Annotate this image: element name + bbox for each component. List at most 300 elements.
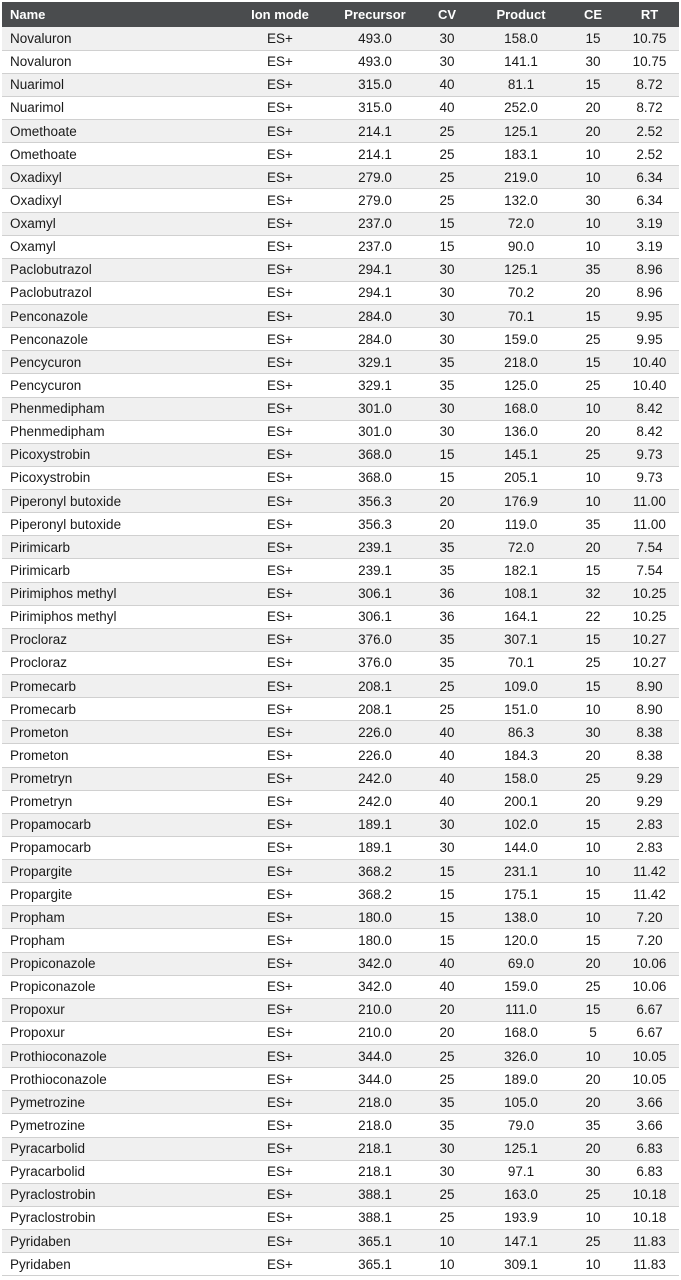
cell-product: 102.0 [476, 813, 566, 836]
cell-name: Nuarimol [2, 73, 228, 96]
cell-precursor: 180.0 [332, 929, 418, 952]
cell-ion-mode: ES+ [228, 975, 332, 998]
cell-product: 147.1 [476, 1230, 566, 1253]
cell-rt: 8.42 [620, 420, 679, 443]
cell-product: 125.0 [476, 374, 566, 397]
cell-ion-mode: ES+ [228, 351, 332, 374]
cell-cv: 40 [418, 744, 476, 767]
cell-precursor: 218.1 [332, 1137, 418, 1160]
cell-cv: 35 [418, 1114, 476, 1137]
cell-name: Oxamyl [2, 212, 228, 235]
cell-cv: 36 [418, 605, 476, 628]
cell-rt: 10.06 [620, 952, 679, 975]
cell-cv: 15 [418, 906, 476, 929]
table-row [2, 1068, 679, 1091]
cell-ce: 15 [566, 628, 620, 651]
cell-precursor: 189.1 [332, 813, 418, 836]
cell-cv: 25 [418, 166, 476, 189]
cell-name: Pymetrozine [2, 1114, 228, 1137]
cell-name: Procloraz [2, 651, 228, 674]
cell-precursor: 493.0 [332, 50, 418, 73]
cell-cv: 40 [418, 790, 476, 813]
cell-rt: 9.73 [620, 443, 679, 466]
cell-rt: 6.83 [620, 1160, 679, 1183]
cell-rt: 6.67 [620, 1021, 679, 1044]
cell-ion-mode: ES+ [228, 651, 332, 674]
cell-rt: 10.05 [620, 1045, 679, 1068]
cell-cv: 15 [418, 212, 476, 235]
cell-product: 125.1 [476, 258, 566, 281]
cell-rt: 10.27 [620, 628, 679, 651]
cell-product: 219.0 [476, 166, 566, 189]
cell-ion-mode: ES+ [228, 490, 332, 513]
table-row [2, 860, 679, 883]
cell-ce: 10 [566, 490, 620, 513]
cell-precursor: 237.0 [332, 235, 418, 258]
cell-cv: 15 [418, 443, 476, 466]
cell-cv: 25 [418, 143, 476, 166]
cell-precursor: 239.1 [332, 559, 418, 582]
cell-cv: 25 [418, 1206, 476, 1229]
cell-ion-mode: ES+ [228, 559, 332, 582]
cell-precursor: 210.0 [332, 1021, 418, 1044]
cell-ce: 15 [566, 27, 620, 50]
cell-ce: 15 [566, 883, 620, 906]
cell-precursor: 329.1 [332, 351, 418, 374]
table-row [2, 790, 679, 813]
cell-name: Pyraclostrobin [2, 1183, 228, 1206]
cell-precursor: 226.0 [332, 744, 418, 767]
cell-name: Picoxystrobin [2, 443, 228, 466]
cell-precursor: 368.0 [332, 466, 418, 489]
table-row [2, 1137, 679, 1160]
cell-ce: 10 [566, 860, 620, 883]
cell-product: 70.1 [476, 651, 566, 674]
cell-product: 159.0 [476, 328, 566, 351]
cell-name: Propargite [2, 860, 228, 883]
cell-cv: 35 [418, 536, 476, 559]
cell-cv: 40 [418, 96, 476, 119]
cell-product: 141.1 [476, 50, 566, 73]
cell-cv: 36 [418, 582, 476, 605]
cell-product: 125.1 [476, 1137, 566, 1160]
cell-name: Propham [2, 929, 228, 952]
cell-cv: 35 [418, 559, 476, 582]
cell-rt: 10.18 [620, 1183, 679, 1206]
cell-ion-mode: ES+ [228, 721, 332, 744]
cell-product: 231.1 [476, 860, 566, 883]
cell-cv: 20 [418, 998, 476, 1021]
header-rt: RT [640, 7, 659, 22]
cell-cv: 30 [418, 27, 476, 50]
cell-product: 200.1 [476, 790, 566, 813]
cell-ion-mode: ES+ [228, 235, 332, 258]
cell-precursor: 218.0 [332, 1114, 418, 1137]
cell-name: Prothioconazole [2, 1068, 228, 1091]
table-row [2, 952, 679, 975]
table-row [2, 235, 679, 258]
cell-ce: 10 [566, 143, 620, 166]
table-row [2, 675, 679, 698]
cell-cv: 40 [418, 975, 476, 998]
table-row [2, 73, 679, 96]
table-row [2, 1230, 679, 1253]
cell-precursor: 344.0 [332, 1068, 418, 1091]
table-row [2, 258, 679, 281]
cell-product: 326.0 [476, 1045, 566, 1068]
table-row [2, 605, 679, 628]
cell-precursor: 208.1 [332, 675, 418, 698]
cell-precursor: 180.0 [332, 906, 418, 929]
cell-ce: 25 [566, 1230, 620, 1253]
cell-precursor: 214.1 [332, 120, 418, 143]
cell-rt: 9.95 [620, 305, 679, 328]
cell-ce: 20 [566, 790, 620, 813]
cell-rt: 10.75 [620, 50, 679, 73]
cell-rt: 11.83 [620, 1230, 679, 1253]
cell-ce: 30 [566, 189, 620, 212]
cell-cv: 30 [418, 258, 476, 281]
cell-precursor: 218.1 [332, 1160, 418, 1183]
cell-name: Prothioconazole [2, 1045, 228, 1068]
table-row [2, 1183, 679, 1206]
cell-ion-mode: ES+ [228, 513, 332, 536]
cell-ion-mode: ES+ [228, 536, 332, 559]
table-row [2, 813, 679, 836]
table-row [2, 50, 679, 73]
cell-name: Propoxur [2, 998, 228, 1021]
cell-ce: 10 [566, 1045, 620, 1068]
table-row [2, 651, 679, 674]
cell-ce: 10 [566, 836, 620, 859]
cell-ce: 25 [566, 1183, 620, 1206]
cell-rt: 8.90 [620, 698, 679, 721]
cell-rt: 7.54 [620, 536, 679, 559]
cell-ion-mode: ES+ [228, 790, 332, 813]
cell-ion-mode: ES+ [228, 1021, 332, 1044]
cell-cv: 30 [418, 420, 476, 443]
header-product: Product [496, 7, 546, 22]
cell-ce: 25 [566, 374, 620, 397]
cell-product: 125.1 [476, 120, 566, 143]
cell-cv: 15 [418, 929, 476, 952]
table-row [2, 929, 679, 952]
cell-rt: 9.95 [620, 328, 679, 351]
cell-rt: 2.83 [620, 836, 679, 859]
cell-precursor: 376.0 [332, 651, 418, 674]
table-row [2, 628, 679, 651]
cell-rt: 11.42 [620, 860, 679, 883]
cell-ce: 35 [566, 258, 620, 281]
cell-name: Pyridaben [2, 1253, 228, 1276]
cell-precursor: 376.0 [332, 628, 418, 651]
cell-product: 189.0 [476, 1068, 566, 1091]
cell-precursor: 315.0 [332, 96, 418, 119]
cell-precursor: 189.1 [332, 836, 418, 859]
cell-ion-mode: ES+ [228, 836, 332, 859]
cell-ion-mode: ES+ [228, 883, 332, 906]
cell-rt: 6.34 [620, 189, 679, 212]
cell-precursor: 242.0 [332, 767, 418, 790]
cell-name: Novaluron [2, 27, 228, 50]
table-row [2, 189, 679, 212]
cell-rt: 11.42 [620, 883, 679, 906]
cell-product: 175.1 [476, 883, 566, 906]
cell-rt: 3.19 [620, 235, 679, 258]
cell-ce: 15 [566, 998, 620, 1021]
cell-precursor: 344.0 [332, 1045, 418, 1068]
cell-ion-mode: ES+ [228, 582, 332, 605]
table-row [2, 559, 679, 582]
cell-name: Prometryn [2, 767, 228, 790]
cell-rt: 6.34 [620, 166, 679, 189]
cell-rt: 3.19 [620, 212, 679, 235]
cell-ce: 32 [566, 582, 620, 605]
table-row [2, 582, 679, 605]
cell-rt: 7.20 [620, 929, 679, 952]
cell-ce: 15 [566, 73, 620, 96]
cell-precursor: 365.1 [332, 1253, 418, 1276]
table-row [2, 1160, 679, 1183]
cell-name: Oxadixyl [2, 166, 228, 189]
cell-ion-mode: ES+ [228, 860, 332, 883]
cell-cv: 40 [418, 952, 476, 975]
cell-product: 252.0 [476, 96, 566, 119]
cell-name: Promecarb [2, 698, 228, 721]
cell-rt: 8.96 [620, 281, 679, 304]
table-row [2, 490, 679, 513]
cell-precursor: 214.1 [332, 143, 418, 166]
cell-cv: 30 [418, 50, 476, 73]
cell-product: 151.0 [476, 698, 566, 721]
table-row [2, 513, 679, 536]
cell-name: Pirimiphos methyl [2, 605, 228, 628]
cell-ce: 20 [566, 952, 620, 975]
cell-product: 86.3 [476, 721, 566, 744]
cell-name: Propamocarb [2, 813, 228, 836]
cell-product: 218.0 [476, 351, 566, 374]
cell-precursor: 368.0 [332, 443, 418, 466]
cell-product: 138.0 [476, 906, 566, 929]
cell-cv: 25 [418, 675, 476, 698]
cell-ce: 20 [566, 1091, 620, 1114]
cell-product: 168.0 [476, 397, 566, 420]
cell-ce: 20 [566, 744, 620, 767]
cell-ce: 10 [566, 235, 620, 258]
cell-name: Paclobutrazol [2, 258, 228, 281]
cell-rt: 11.83 [620, 1253, 679, 1276]
table-row [2, 351, 679, 374]
cell-ion-mode: ES+ [228, 906, 332, 929]
cell-product: 309.1 [476, 1253, 566, 1276]
cell-ion-mode: ES+ [228, 212, 332, 235]
cell-ce: 20 [566, 1137, 620, 1160]
cell-ion-mode: ES+ [228, 929, 332, 952]
table-row [2, 281, 679, 304]
cell-ion-mode: ES+ [228, 1045, 332, 1068]
cell-ce: 30 [566, 1160, 620, 1183]
cell-ce: 20 [566, 120, 620, 143]
cell-name: Oxadixyl [2, 189, 228, 212]
table-row [2, 1206, 679, 1229]
cell-ce: 35 [566, 513, 620, 536]
cell-rt: 7.20 [620, 906, 679, 929]
cell-ion-mode: ES+ [228, 466, 332, 489]
cell-precursor: 239.1 [332, 536, 418, 559]
cell-rt: 9.73 [620, 466, 679, 489]
cell-name: Pyraclostrobin [2, 1206, 228, 1229]
cell-ion-mode: ES+ [228, 1068, 332, 1091]
cell-product: 90.0 [476, 235, 566, 258]
cell-ce: 15 [566, 351, 620, 374]
table-row [2, 883, 679, 906]
cell-cv: 25 [418, 1068, 476, 1091]
cell-product: 307.1 [476, 628, 566, 651]
cell-ion-mode: ES+ [228, 813, 332, 836]
cell-name: Pirimiphos methyl [2, 582, 228, 605]
table-row [2, 906, 679, 929]
cell-rt: 11.00 [620, 513, 679, 536]
cell-precursor: 356.3 [332, 513, 418, 536]
cell-precursor: 284.0 [332, 328, 418, 351]
header-precursor: Precursor [344, 7, 406, 22]
cell-product: 132.0 [476, 189, 566, 212]
table-row [2, 120, 679, 143]
table-row [2, 212, 679, 235]
cell-name: Picoxystrobin [2, 466, 228, 489]
cell-rt: 10.18 [620, 1206, 679, 1229]
table-row [2, 166, 679, 189]
cell-cv: 30 [418, 1160, 476, 1183]
cell-precursor: 356.3 [332, 490, 418, 513]
cell-ce: 10 [566, 466, 620, 489]
cell-ce: 30 [566, 721, 620, 744]
cell-ion-mode: ES+ [228, 1160, 332, 1183]
table-row [2, 143, 679, 166]
cell-name: Propargite [2, 883, 228, 906]
cell-rt: 8.72 [620, 96, 679, 119]
cell-precursor: 365.1 [332, 1230, 418, 1253]
cell-product: 120.0 [476, 929, 566, 952]
table-row [2, 1021, 679, 1044]
cell-ion-mode: ES+ [228, 1137, 332, 1160]
cell-product: 168.0 [476, 1021, 566, 1044]
cell-product: 159.0 [476, 975, 566, 998]
cell-ion-mode: ES+ [228, 305, 332, 328]
cell-ce: 15 [566, 813, 620, 836]
cell-product: 70.1 [476, 305, 566, 328]
cell-name: Pirimicarb [2, 536, 228, 559]
cell-precursor: 342.0 [332, 952, 418, 975]
cell-ce: 30 [566, 50, 620, 73]
cell-cv: 35 [418, 1091, 476, 1114]
cell-cv: 25 [418, 1183, 476, 1206]
cell-precursor: 301.0 [332, 420, 418, 443]
cell-product: 145.1 [476, 443, 566, 466]
cell-cv: 20 [418, 490, 476, 513]
cell-name: Paclobutrazol [2, 281, 228, 304]
cell-product: 144.0 [476, 836, 566, 859]
cell-ion-mode: ES+ [228, 998, 332, 1021]
cell-rt: 10.25 [620, 605, 679, 628]
cell-precursor: 279.0 [332, 189, 418, 212]
cell-precursor: 242.0 [332, 790, 418, 813]
cell-cv: 15 [418, 883, 476, 906]
cell-cv: 15 [418, 466, 476, 489]
cell-ce: 20 [566, 536, 620, 559]
cell-ion-mode: ES+ [228, 1114, 332, 1137]
cell-ion-mode: ES+ [228, 73, 332, 96]
cell-rt: 6.83 [620, 1137, 679, 1160]
header-row [2, 2, 679, 27]
cell-rt: 9.29 [620, 790, 679, 813]
cell-product: 158.0 [476, 767, 566, 790]
table-row [2, 374, 679, 397]
table-row [2, 536, 679, 559]
cell-ce: 10 [566, 1253, 620, 1276]
cell-product: 81.1 [476, 73, 566, 96]
table-row [2, 767, 679, 790]
table-row [2, 744, 679, 767]
cell-precursor: 210.0 [332, 998, 418, 1021]
cell-product: 108.1 [476, 582, 566, 605]
cell-name: Prometon [2, 721, 228, 744]
cell-rt: 11.00 [620, 490, 679, 513]
cell-rt: 10.27 [620, 651, 679, 674]
cell-ce: 25 [566, 651, 620, 674]
cell-cv: 25 [418, 698, 476, 721]
cell-ce: 15 [566, 559, 620, 582]
table-row [2, 721, 679, 744]
cell-ion-mode: ES+ [228, 27, 332, 50]
cell-cv: 35 [418, 628, 476, 651]
table-row [2, 397, 679, 420]
cell-ion-mode: ES+ [228, 605, 332, 628]
cell-ion-mode: ES+ [228, 952, 332, 975]
table-row [2, 975, 679, 998]
header-cv: CV [437, 7, 457, 22]
cell-ion-mode: ES+ [228, 374, 332, 397]
header-name: Name [10, 7, 46, 22]
cell-ce: 15 [566, 929, 620, 952]
cell-ion-mode: ES+ [228, 281, 332, 304]
cell-ion-mode: ES+ [228, 628, 332, 651]
cell-ce: 5 [566, 1021, 620, 1044]
cell-product: 119.0 [476, 513, 566, 536]
cell-ce: 10 [566, 906, 620, 929]
cell-ion-mode: ES+ [228, 120, 332, 143]
cell-cv: 30 [418, 328, 476, 351]
cell-ce: 20 [566, 1068, 620, 1091]
cell-ce: 25 [566, 767, 620, 790]
cell-product: 105.0 [476, 1091, 566, 1114]
cell-ion-mode: ES+ [228, 166, 332, 189]
cell-precursor: 493.0 [332, 27, 418, 50]
cell-precursor: 226.0 [332, 721, 418, 744]
cell-cv: 40 [418, 721, 476, 744]
cell-rt: 2.52 [620, 143, 679, 166]
table-body [2, 27, 679, 1276]
table-row [2, 27, 679, 50]
cell-rt: 10.25 [620, 582, 679, 605]
cell-product: 183.1 [476, 143, 566, 166]
cell-name: Prometon [2, 744, 228, 767]
cell-ce: 25 [566, 975, 620, 998]
table-header [2, 2, 679, 27]
cell-ion-mode: ES+ [228, 443, 332, 466]
cell-name: Pymetrozine [2, 1091, 228, 1114]
cell-ce: 10 [566, 1206, 620, 1229]
